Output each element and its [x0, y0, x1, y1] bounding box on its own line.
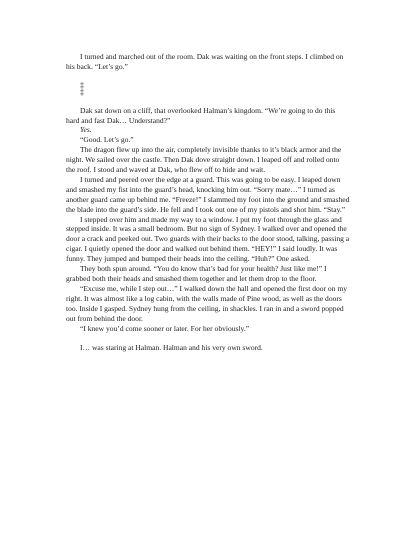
paragraph-thought: Yes. [80, 125, 92, 135]
paragraph: The dragon flew up into the air, completely invisible thanks to it’s black armor and the night. We sailed over the castle. Then Dak dove straight down. I leaped off and rolled onto the roof. I stood and waved at Dak, who flew off to hide and wait. [66, 145, 342, 175]
scene-break-mark: ‡ [80, 80, 84, 90]
paragraph: Dak sat down on a cliff, that overlooked Halman’s kingdom. “We’re going to do this hard and fast Dak… Understand?” [66, 105, 336, 125]
paragraph: “Excuse me, while I step out…” I walked down the hall and opened the first door on my right. It was almost like a log cabin, with the walls made of Pine wood, as well as the doors too. Inside I gasped. Sydney hung from the ceiling, in shackles. I ran in and a sword popped out from behind the door. [66, 283, 348, 323]
blank-line [66, 72, 350, 82]
blank-line [66, 333, 350, 343]
paragraph: “I knew you’d come sooner or later. For her obviously.” [80, 323, 250, 333]
paragraph: I turned and peered over the edge at a guard. This was going to be easy. I leaped down and smashed my fist into the guard’s head, knocking him out. “Sorry mate…” I turned as another guard came up behind me. “Freeze!” I slammed my foot into the ground and smashed the blade into the guard’s side. He fell and I took out one of my pistols and shot him. “Stay.” [66, 174, 350, 214]
scene-break-mark: ‡ [80, 87, 84, 97]
body-text [66, 52, 350, 353]
paragraph: “Good. Let’s go.” [80, 135, 134, 145]
paragraph: They both spun around. “You do know that’s bad for your health? Just like me!” I grabbed both their heads and smashed them together and let them drop to the floor. [66, 264, 327, 283]
paragraph: I… was staring at Halman. Halman and his very own sword. [80, 343, 263, 353]
blank-line [66, 96, 350, 106]
paragraph: I turned and marched out of the room. Dak was waiting on the front steps. I climbed on his back. “Let’s go.” [66, 52, 344, 71]
paragraph: I stepped over him and made my way to a window. I put my foot through the glass and stepped inside. It was a small bedroom. But no sign of Sydney. I walked over and opened the door a crack and peeked out. Two guards with their backs to the door stood, talking, passing a cigar. I quietly opened the door and walked out behind them. “HEY!” I said loudly. It was funny. They jumped and bumped their heads into the ceiling. “Huh?” One asked. [66, 214, 350, 264]
